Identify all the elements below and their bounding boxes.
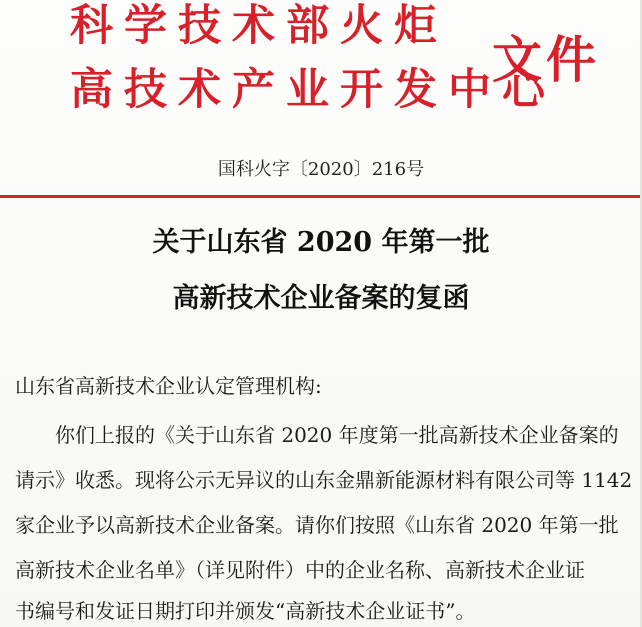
issuing-org-line-2: 高技术产业开发中心 xyxy=(70,65,556,115)
document-title-line-1: 关于山东省 2020 年第一批 xyxy=(152,227,490,258)
body-line: 你们上报的《关于山东省 2020 年度第一批高新技术企业备案的 xyxy=(55,423,619,447)
body-line: 高新技术企业名单》（详见附件）中的企业名称、高新技术企业证 xyxy=(15,558,585,582)
body-line: 请示》收悉。现将公示无异议的山东金鼎新能源材料有限公司等 1142 xyxy=(15,468,633,492)
issuing-org-line-1: 科学技术部火炬 xyxy=(70,1,448,51)
body-line: 家企业予以高新技术企业备案。请你们按照《山东省 2020 年第一批 xyxy=(15,513,619,537)
body-line: 书编号和发证日期打印并颁发“高新技术企业证书”。 xyxy=(15,599,476,623)
document-title-line-2: 高新技术企业备案的复函 xyxy=(172,283,470,314)
document-type-label: 文件 xyxy=(492,31,600,89)
addressee: 山东省高新技术企业认定管理机构: xyxy=(15,374,322,398)
header-separator-rule xyxy=(0,195,642,198)
document-number: 国科火字〔2020〕216号 xyxy=(217,159,425,180)
